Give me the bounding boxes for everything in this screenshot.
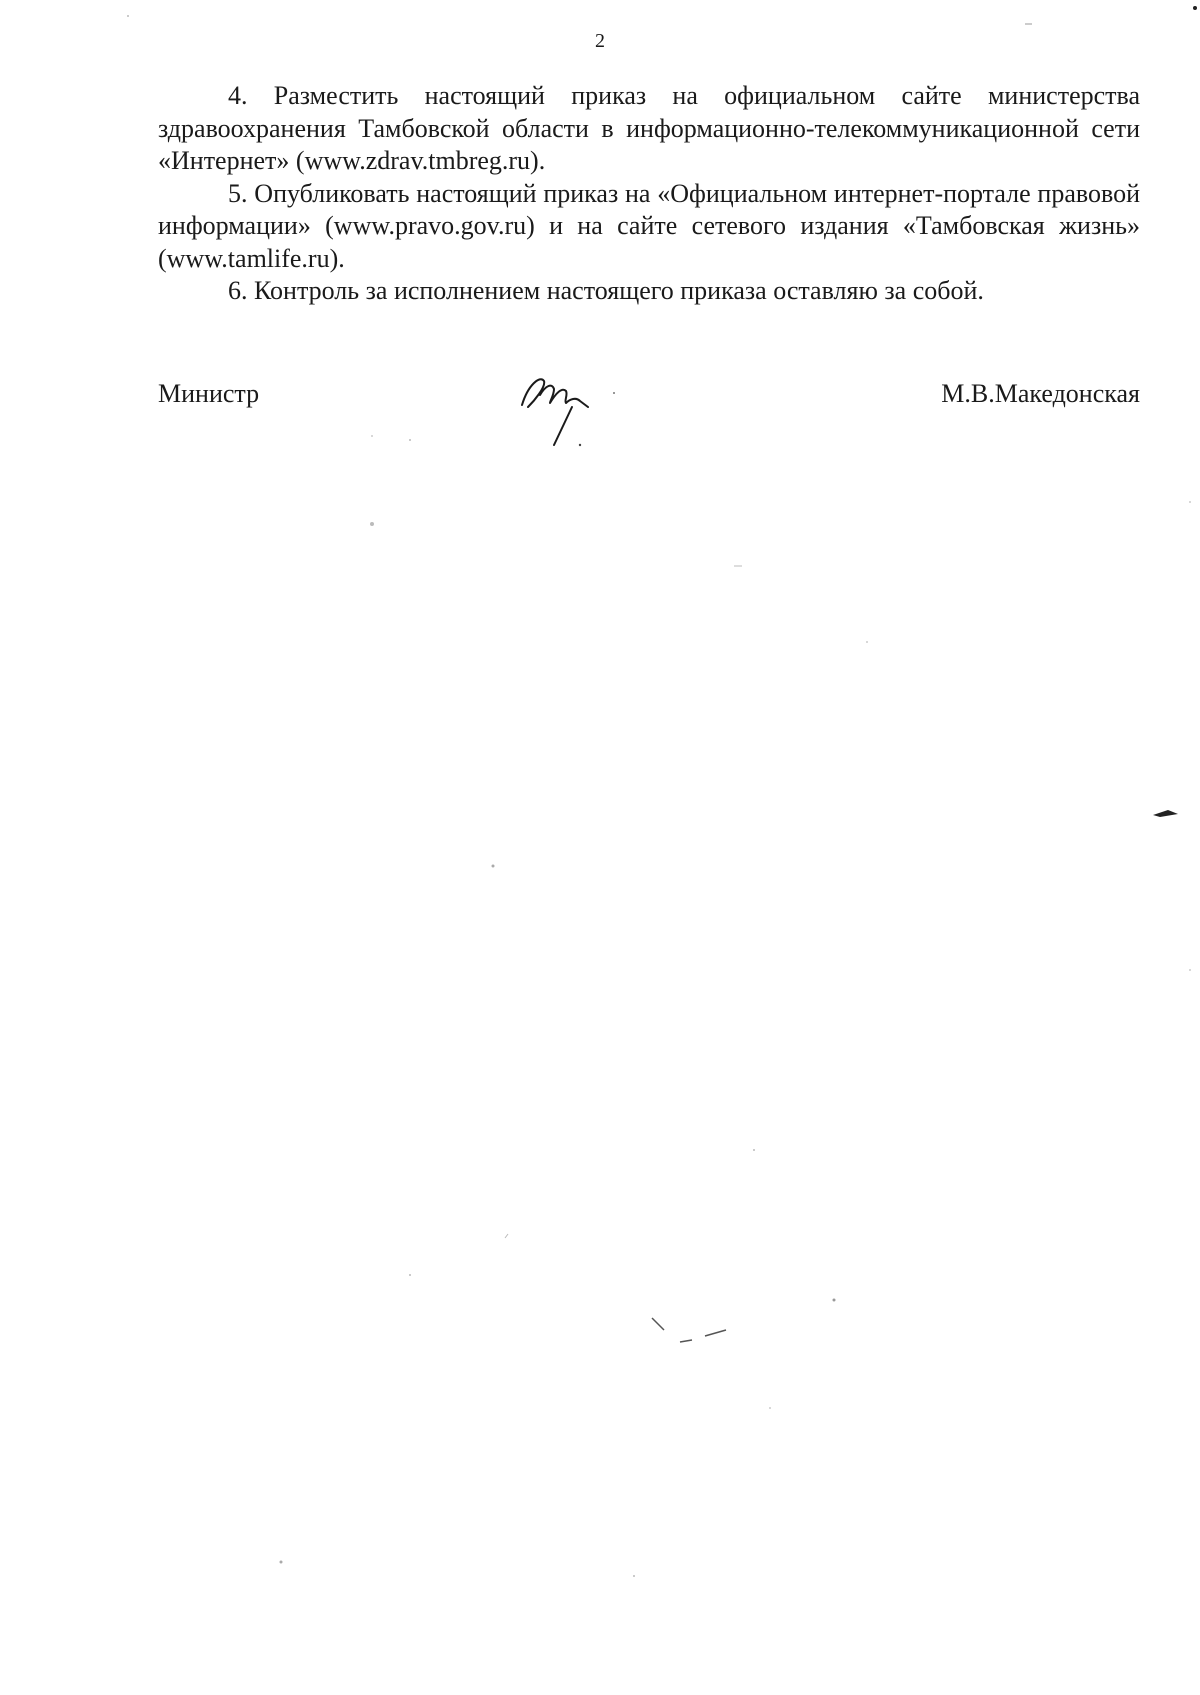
page-number: 2 bbox=[595, 30, 605, 52]
signature-block bbox=[158, 378, 1140, 418]
signatory-title: Министр bbox=[158, 379, 260, 408]
document-body bbox=[158, 80, 1140, 308]
signatory-name: М.В.Македонская bbox=[941, 379, 1140, 408]
paragraph-publish-portal: 5. Опубликовать настоящий приказ на «Официальном интернет-портале правовой информации» (www.pravo.gov.ru) и на сайте сетевого издания «Тамбовская жизнь» (www.tamlife.ru). bbox=[158, 178, 1140, 273]
handwritten-signature bbox=[510, 365, 620, 455]
paragraph-control: 6. Контроль за исполнением настоящего приказа оставляю за собой. bbox=[228, 276, 984, 305]
paragraph-publish-website: 4. Разместить настоящий приказ на официальном сайте министерства здравоохранения Тамбовской области в информационно-телекоммуникационной сети «Интернет» (www.zdrav.tmbreg.ru). bbox=[158, 81, 1140, 175]
